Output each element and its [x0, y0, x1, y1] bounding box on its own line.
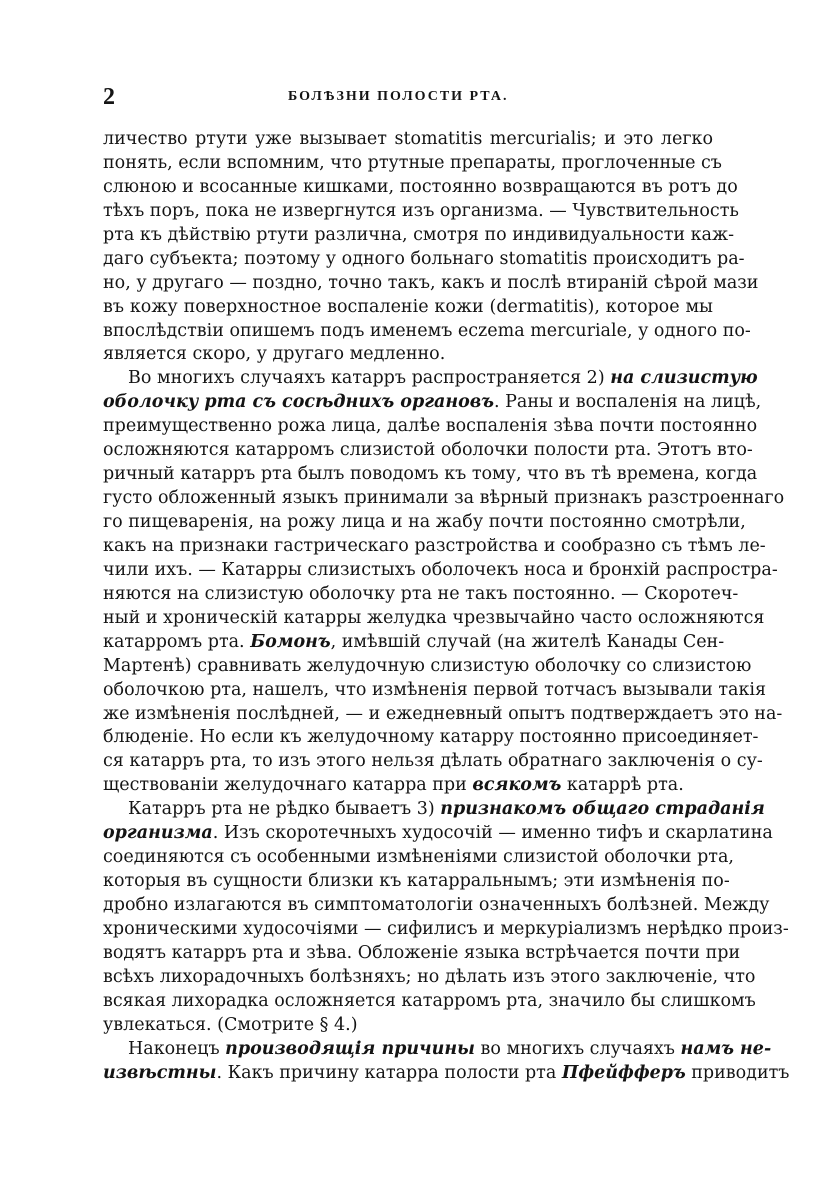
text-run: , имѣвшій случай (на жителѣ Канады Сен-: [330, 631, 725, 652]
text-line: [103, 631, 725, 655]
text-line: [103, 774, 713, 798]
text-run: . Какъ причину катарра полости рта: [216, 1062, 562, 1083]
text-line: [103, 128, 713, 152]
text-run: во многихъ случаяхъ: [474, 1038, 681, 1059]
text-run: даго субъекта; поэтому у одного больнаго stomatitis происходитъ ра-: [103, 248, 745, 269]
text-line: [103, 822, 773, 846]
text-run: Мартенѣ) сравнивать желудочную слизистую оболочку со слизистою: [103, 655, 752, 676]
emphasis-run: Бомонъ: [250, 631, 331, 652]
text-run: Катарръ рта не рѣдко бываетъ 3): [128, 799, 441, 820]
running-title: БОЛѢЗНИ ПОЛОСТИ РТА.: [288, 89, 509, 104]
page-header: [103, 84, 713, 114]
text-run: осложняются катарромъ слизистой оболочки полости рта. Этотъ вто-: [103, 440, 753, 461]
text-run: соединяются съ особенными измѣненіями слизистой оболочки рта,: [103, 847, 734, 868]
emphasis-run: оболочку рта съ сосѣднихъ органовъ: [103, 392, 495, 413]
text-run: увлекаться. (Смотрите § 4.): [103, 1014, 358, 1035]
text-run: хроническими худосочіями — сифилисъ и меркуріализмъ нерѣдко произ-: [103, 918, 789, 939]
text-run: густо обложенный языкъ принимали за вѣрный признакъ разстроеннаго: [103, 488, 785, 509]
text-run: катарромъ рта.: [103, 631, 251, 652]
text-run: го пищеваренія, на рожу лица и на жабу почти постоянно смотрѣли,: [103, 512, 746, 532]
text-line: [103, 918, 789, 942]
text-line: [103, 463, 758, 487]
text-run: въ кожу поверхностное воспаленіе кожи (dermatitis), которое мы: [103, 296, 713, 317]
text-line: [103, 966, 756, 990]
emphasis-run: Пфейфферъ: [561, 1062, 686, 1083]
text-run: которыя въ сущности близки къ катарральнымъ; эти измѣненія по-: [103, 871, 730, 892]
text-line: [103, 224, 734, 248]
text-line: [103, 176, 738, 200]
text-line: [103, 1038, 772, 1062]
text-line: [103, 583, 739, 607]
text-line: [103, 679, 767, 703]
text-run: Наконецъ: [128, 1038, 226, 1059]
text-run: няются на слизистую оболочку рта не такъ постоянно. — Скоротеч-: [103, 583, 739, 604]
text-line: [103, 296, 713, 320]
text-line: [103, 942, 741, 966]
text-run: понять, если вспомним, что ртутные препараты, проглоченные съ: [103, 152, 722, 173]
text-line: [103, 320, 751, 344]
emphasis-run: на слизистую: [610, 368, 758, 389]
emphasis-run: всякомъ: [472, 775, 562, 796]
text-line: [103, 1014, 713, 1038]
text-run: слюною и всосанные кишками, постоянно возвращаются въ ротъ до: [103, 176, 738, 197]
text-line: [103, 703, 783, 727]
emphasis-run: признакомъ общаго страданія: [440, 799, 765, 820]
text-body: [103, 128, 790, 1086]
text-run: блюденіе. Но если къ желудочному катарру постоянно присоединяет-: [103, 727, 759, 748]
text-line: [103, 272, 759, 296]
text-run: ществованіи желудочнаго катарра при: [103, 775, 473, 796]
text-line: [103, 248, 745, 272]
text-line: [103, 846, 734, 870]
book-page: [103, 84, 790, 1086]
text-run: Во многихъ случаяхъ катарръ распространяется 2): [128, 368, 611, 389]
text-run: является скоро, у другаго медленно.: [103, 344, 446, 365]
text-run: ся катарръ рта, то изъ этого нельзя дѣлать обратнаго заключенія о су-: [103, 751, 763, 772]
text-run: катаррѣ рта.: [561, 775, 684, 796]
text-line: [103, 415, 758, 439]
text-line: [103, 511, 746, 535]
text-run: тѣхъ поръ, пока не извергнутся изъ организма. — Чувствительность: [103, 200, 739, 221]
text-line: [103, 1062, 790, 1086]
text-line: [103, 535, 766, 559]
text-line: [103, 559, 778, 583]
text-line: [103, 487, 785, 511]
text-run: но, у другаго — поздно, точно такъ, какъ и послѣ втираній сѣрой мази: [103, 272, 759, 293]
text-line: [103, 607, 765, 631]
text-run: водятъ катарръ рта и зѣва. Обложеніе языка встрѣчается почти при: [103, 942, 741, 963]
text-run: личество ртути уже вызывает stomatitis mercurialis; и это легко: [103, 129, 713, 149]
text-run: ричный катарръ рта былъ поводомъ къ тому, что въ тѣ времена, когда: [103, 464, 758, 485]
text-line: [103, 726, 759, 750]
text-run: какъ на признаки гастрическаго разстройства и сообразно съ тѣмъ ле-: [103, 535, 766, 556]
text-run: ный и хроническій катарры желудка чрезвычайно часто осложняются: [103, 607, 765, 628]
text-line: [103, 870, 730, 894]
text-line: [103, 200, 739, 224]
text-run: . Раны и воспаленія на лицѣ,: [494, 392, 762, 413]
text-line: [103, 894, 770, 918]
text-run: всѣхъ лихорадочныхъ болѣзняхъ; но дѣлать изъ этого заключеніе, что: [103, 966, 756, 987]
emphasis-run: производящія причины: [225, 1038, 475, 1059]
text-run: оболочкою рта, нашелъ, что измѣненія первой тотчасъ вызывали такія: [103, 679, 767, 700]
text-run: дробно излагаются въ симптоматологіи означенныхъ болѣзней. Между: [103, 895, 770, 915]
text-line: [103, 655, 752, 679]
text-run: чили ихъ. — Катарры слизистыхъ оболочекъ носа и бронхій распростра-: [103, 559, 778, 580]
text-line: [103, 750, 763, 774]
emphasis-run: намъ не-: [680, 1038, 772, 1059]
text-run: же измѣненія послѣдней, — и ежедневный опытъ подтверждаетъ это на-: [103, 703, 783, 724]
text-run: преимущественно рожа лица, далѣе воспаленія зѣва почти постоянно: [103, 416, 758, 437]
text-run: приводитъ: [685, 1062, 790, 1083]
text-run: всякая лихорадка осложняется катарромъ рта, значило бы слишкомъ: [103, 990, 756, 1011]
text-line: [103, 343, 713, 367]
text-run: . Изъ скоротечныхъ худосочій — именно тифъ и скарлатина: [212, 823, 773, 844]
text-line: [103, 990, 756, 1014]
emphasis-run: извѣстны: [103, 1062, 217, 1083]
text-run: впослѣдствіи опишемъ подъ именемъ eczema mercuriale, у одного по-: [103, 320, 751, 341]
text-line: [103, 798, 765, 822]
text-line: [103, 391, 762, 415]
text-line: [103, 367, 758, 391]
emphasis-run: организма: [103, 823, 213, 844]
text-line: [103, 152, 722, 176]
text-run: рта къ дѣйствію ртути различна, смотря по индивидуальности каж-: [103, 224, 734, 245]
page-number: 2: [103, 84, 115, 110]
text-line: [103, 439, 753, 463]
